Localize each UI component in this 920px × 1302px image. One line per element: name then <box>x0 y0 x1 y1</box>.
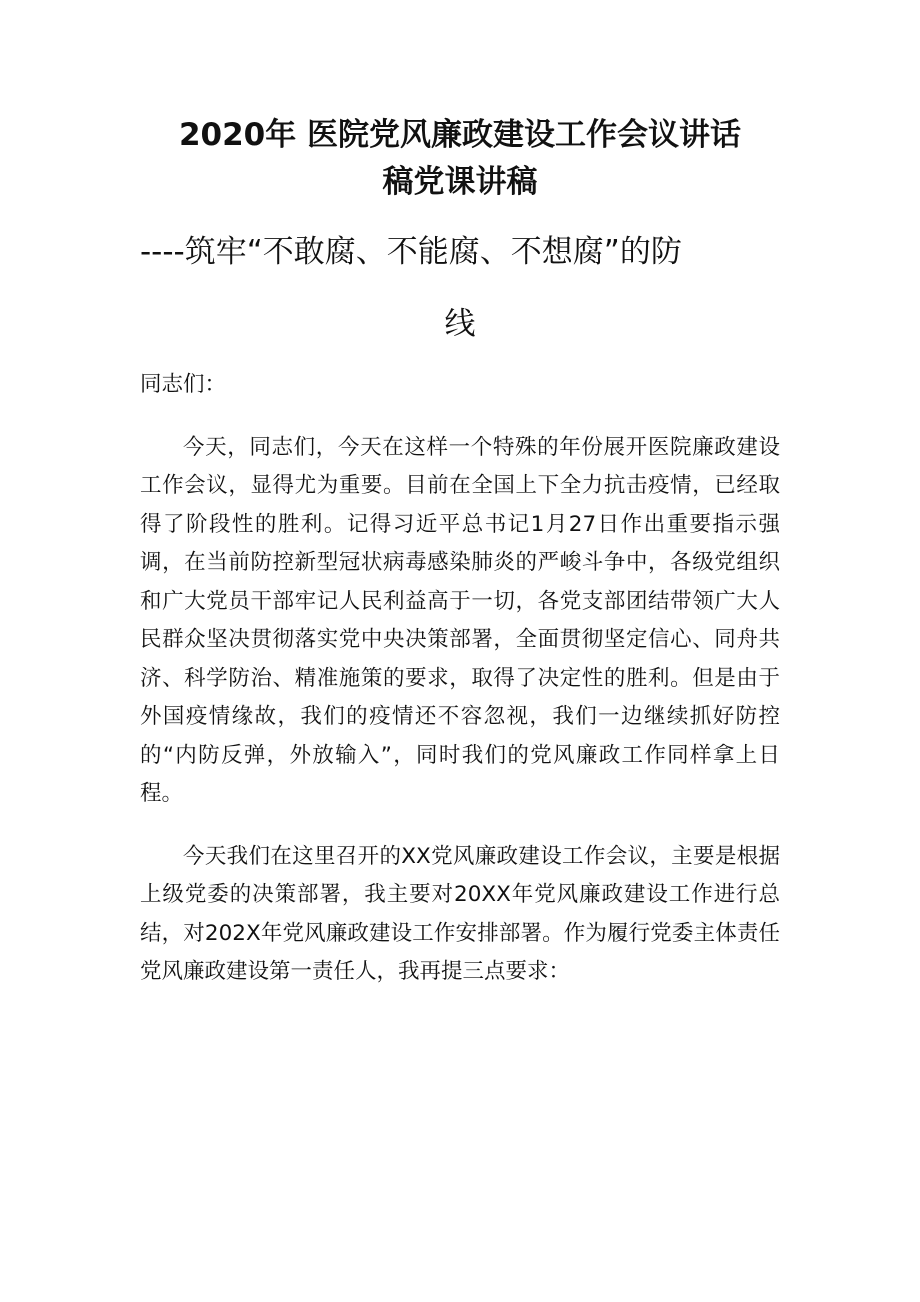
subtitle-line-2: 线 <box>444 306 476 342</box>
document-body <box>140 366 780 1016</box>
paragraph-1: 今天，同志们，今天在这样一个特殊的年份展开医院廉政建设工作会议，显得尤为重要。目前在全国上下全力抗击疫情，已经取得了阶段性的胜利。记得习近平总书记1月27日作出重要指示强调，在当前防控新型冠状病毒感染肺炎的严峻斗争中，各级党组织和广大党员干部牢记人民利益高于一切，各党支部团结带领广大人民群众坚决贯彻落实党中央决策部署，全面贯彻坚定信心、同舟共济、科学防治、精准施策的要求，取得了决定性的胜利。但是由于外国疫情缘故，我们的疫情还不容忽视，我们一边继续抓好防控的“内防反弹，外放输入”，同时我们的党风廉政工作同样拿上日程。 <box>140 434 780 806</box>
subtitle-line-1: ----筑牢“不敢腐、不能腐、不想腐”的防 <box>140 234 682 270</box>
document-title <box>130 112 790 206</box>
salutation: 同志们： <box>140 372 227 397</box>
title-line-2: 稿党课讲稿 <box>382 164 538 200</box>
paragraph-2: 今天我们在这里召开的XX党风廉政建设工作会议，主要是根据上级党委的决策部署，我主要对20XX年党风廉政建设工作进行总结，对202X年党风廉政建设工作安排部署。作为履行党委主体责任党风廉政建设第一责任人，我再提三点要求： <box>140 843 780 984</box>
title-line-1: 2020年 医院党风廉政建设工作会议讲话 <box>178 117 742 153</box>
document-subtitle <box>130 222 790 354</box>
